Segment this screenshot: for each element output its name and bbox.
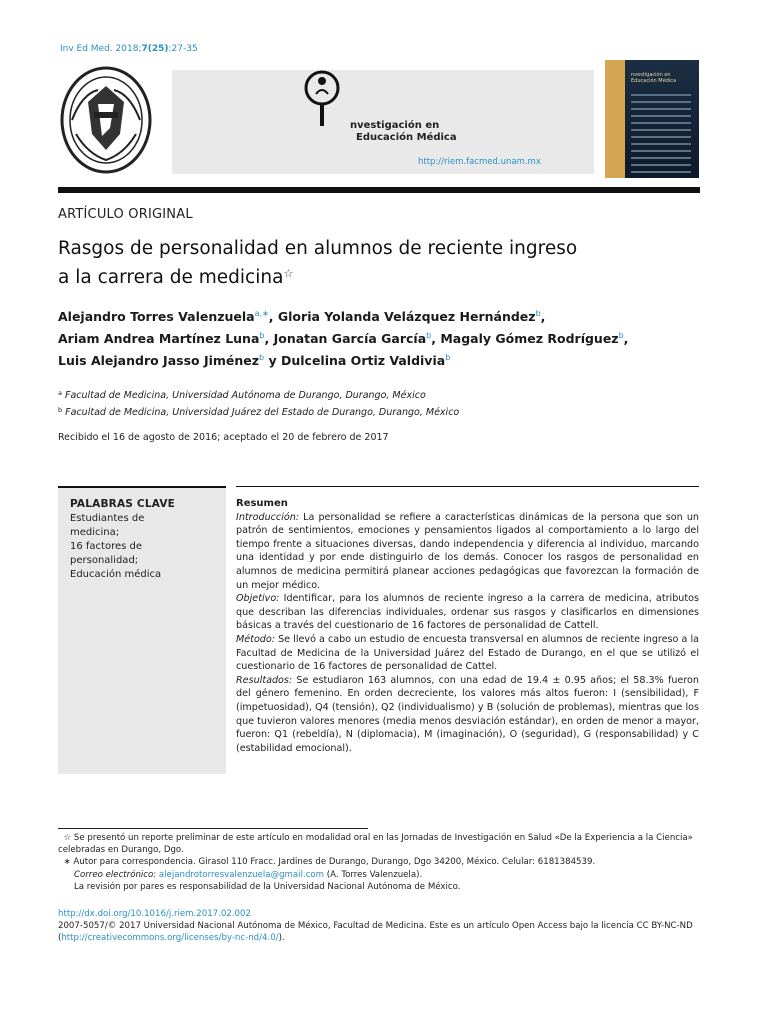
keyword-line: personalidad; (70, 555, 139, 566)
affiliation-item: $^b$ Facultad de Medicina, Universidad Juárez del Estado de Durango, Durango, México (58, 406, 460, 418)
keywords-heading: PALABRAS CLAVE (70, 498, 176, 510)
cover-title: nvestigación en Educación Médica (631, 72, 677, 84)
abstract-section-objective: Objetivo: Identificar, para los alumnos de reciente ingreso a la carrera de medicina, atributos que describan las diferencias individuales, ordenar sus rasgos y clasificarlos en dimensiones básicas a través del cuestionario de 16 factores de personalidad de Cattell. (236, 593, 699, 632)
title-footnote-mark[interactable]: ☆ (283, 267, 294, 280)
abstract-section-method: Método: Se llevó a cabo un estudio de encuesta transversal en alumnos de reciente ingreso a la Facultad de Medicina de la Universidad Juárez del Estado de Durango, en el que se utilizó el cuestionario de 16 factores de personalidad de Cattel. (236, 633, 699, 673)
author-name: Dulcelina Ortiz Valdivia (280, 353, 446, 368)
section-label: Introducción: (236, 511, 300, 523)
journal-banner (58, 58, 700, 180)
footnotes (58, 832, 700, 893)
author-affiliation-mark[interactable]: a,∗ (254, 309, 269, 318)
license-link[interactable]: http://creativecommons.org/licenses/by-nc-nd/4.0/ (61, 933, 279, 944)
journal-url-link[interactable]: http://riem.facmed.unam.mx (418, 157, 541, 167)
section-label: Método: (236, 633, 276, 645)
keyword-line: 16 factores de (70, 541, 143, 552)
citation-volume: 7(25) (141, 44, 169, 54)
title-line-1: Rasgos de personalidad en alumnos de reciente ingreso (58, 238, 578, 259)
citation-pages: :27-35 (168, 44, 198, 54)
footnote-email: Correo electrónico: alejandrotorresvalenzuela@gmail.com (A. Torres Valenzuela). (74, 869, 423, 880)
unam-seal-icon (58, 64, 154, 176)
journal-name-line2: Educación Médica (356, 132, 457, 143)
section-label: Objetivo: (236, 593, 280, 605)
abstract (236, 486, 699, 755)
abstract-section-results: Resultados: Se estudiaron 163 alumnos, con una edad de 19.4 ± 0.95 años; el 58.3% fueron del género femenino. En orden decreciente, los valores más altos fueron: I (sensibilidad), F (impetuosidad), Q4 (tensión), Q2 (individualismo) y B (solución de problemas), mientras que los que tuvieron valores menores (media menos desviación estándar), en orden de menor a mayor, fueron: Q1 (rebeldía), N (diplomacia), M (imaginación), O (seguridad), G (responsabilidad) y C (estabilidad emocional). (236, 674, 699, 754)
doi-link[interactable]: http://dx.doi.org/10.1016/j.riem.2017.02.002 (58, 909, 251, 919)
author-affiliation-mark[interactable]: b (618, 331, 624, 340)
author-affiliation-mark[interactable]: b (535, 309, 541, 318)
journal-cover-thumbnail (605, 60, 699, 178)
author-email-link[interactable]: alejandrotorresvalenzuela@gmail.com (158, 869, 325, 880)
author-name: Magaly Gómez Rodríguez (440, 331, 619, 346)
author-affiliation-mark[interactable]: b (259, 331, 265, 340)
footnote-presentation: ☆ Se presentó un reporte preliminar de este artículo en modalidad oral en las Jornadas de Investigación en Salud «De la Experiencia a la Ciencia» celebradas en Durango, Dgo. (58, 833, 693, 856)
title-line-2: a la carrera de medicina (58, 267, 284, 288)
author-affiliation-mark[interactable]: b (426, 331, 432, 340)
journal-name (350, 120, 457, 144)
author-name: Jonatan García García (273, 331, 427, 346)
footnote-peer-review: La revisión por pares es responsabilidad de la Universidad Nacional Autónoma de México. (74, 881, 461, 892)
author-affiliation-mark[interactable]: b (259, 353, 265, 362)
article-title (58, 236, 678, 290)
author-name: Ariam Andrea Martínez Luna (58, 331, 260, 346)
keyword-line: Educación médica (70, 569, 162, 580)
author-name: Alejandro Torres Valenzuela (58, 309, 255, 324)
header-rule (58, 187, 700, 193)
received-accepted-dates: Recibido el 16 de agosto de 2016; aceptado el 20 de febrero de 2017 (58, 432, 389, 443)
author-name: Luis Alejandro Jasso Jiménez (58, 353, 260, 368)
journal-logo-icon (302, 68, 342, 128)
affiliation-item: $^a$ Facultad de Medicina, Universidad Autónoma de Durango, Durango, México (58, 389, 426, 401)
footnote-rule (58, 828, 368, 829)
footnote-correspondence: ∗ Autor para correspondencia. Girasol 110 Fracc. Jardines de Durango, Durango, Dgo 34200, México. Celular: 6181384539. (63, 857, 596, 868)
abstract-section-introduction: Introducción: La personalidad se refiere a características dinámicas de la persona que son un patrón de sentimientos, emociones y pensamientos ligados al comportamiento a lo largo del tiempo frente a situaciones diversas, dando independencia y diferencia al individuo, marcando una identidad y por ende distinguirlo de los demás. Conocer los rasgos de personalidad en alumnos de medicina permitirá planear acciones pedagógicas que favorezcan la formación de un mejor médico. (236, 511, 699, 591)
doi-license-block (58, 908, 700, 945)
keywords-box (58, 486, 226, 774)
abstract-heading: Resumen (236, 498, 288, 509)
keyword-line: medicina; (70, 527, 120, 538)
section-label: Resultados: (236, 674, 293, 686)
affiliations (58, 386, 459, 420)
license-text: 2007-5057/© 2017 Universidad Nacional Autónoma de México, Facultad de Medicina. Este es un artículo Open Access bajo la licencia CC BY-NC-ND (http://creativecommons.org/licenses/by-nc-nd/4.0/). (58, 921, 693, 944)
author-name: Gloria Yolanda Velázquez Hernández (277, 309, 536, 324)
journal-citation (60, 44, 198, 54)
cover-stripe (605, 60, 625, 178)
journal-name-line1: nvestigación en (350, 120, 440, 131)
author-list: Alejandro Torres Valenzuela$^{a,∗}$, Gloria Yolanda Velázquez Hernández$^b$, Ariam Andrea Martínez Luna$^b$, Jonatan García García$^b$, Magaly Gómez Rodríguez$^b$, Luis Alejandro Jasso Jiménez$^b$ y Dulcelina Ortiz Valdivia$^b$ (58, 309, 629, 368)
author-affiliation-mark[interactable]: b (445, 353, 451, 362)
cover-text-lines (631, 94, 691, 178)
keywords-list (70, 512, 214, 582)
citation-prefix: Inv Ed Med. 2018; (60, 44, 142, 54)
article-type: ARTÍCULO ORIGINAL (58, 207, 193, 222)
keyword-line: Estudiantes de (70, 513, 145, 524)
